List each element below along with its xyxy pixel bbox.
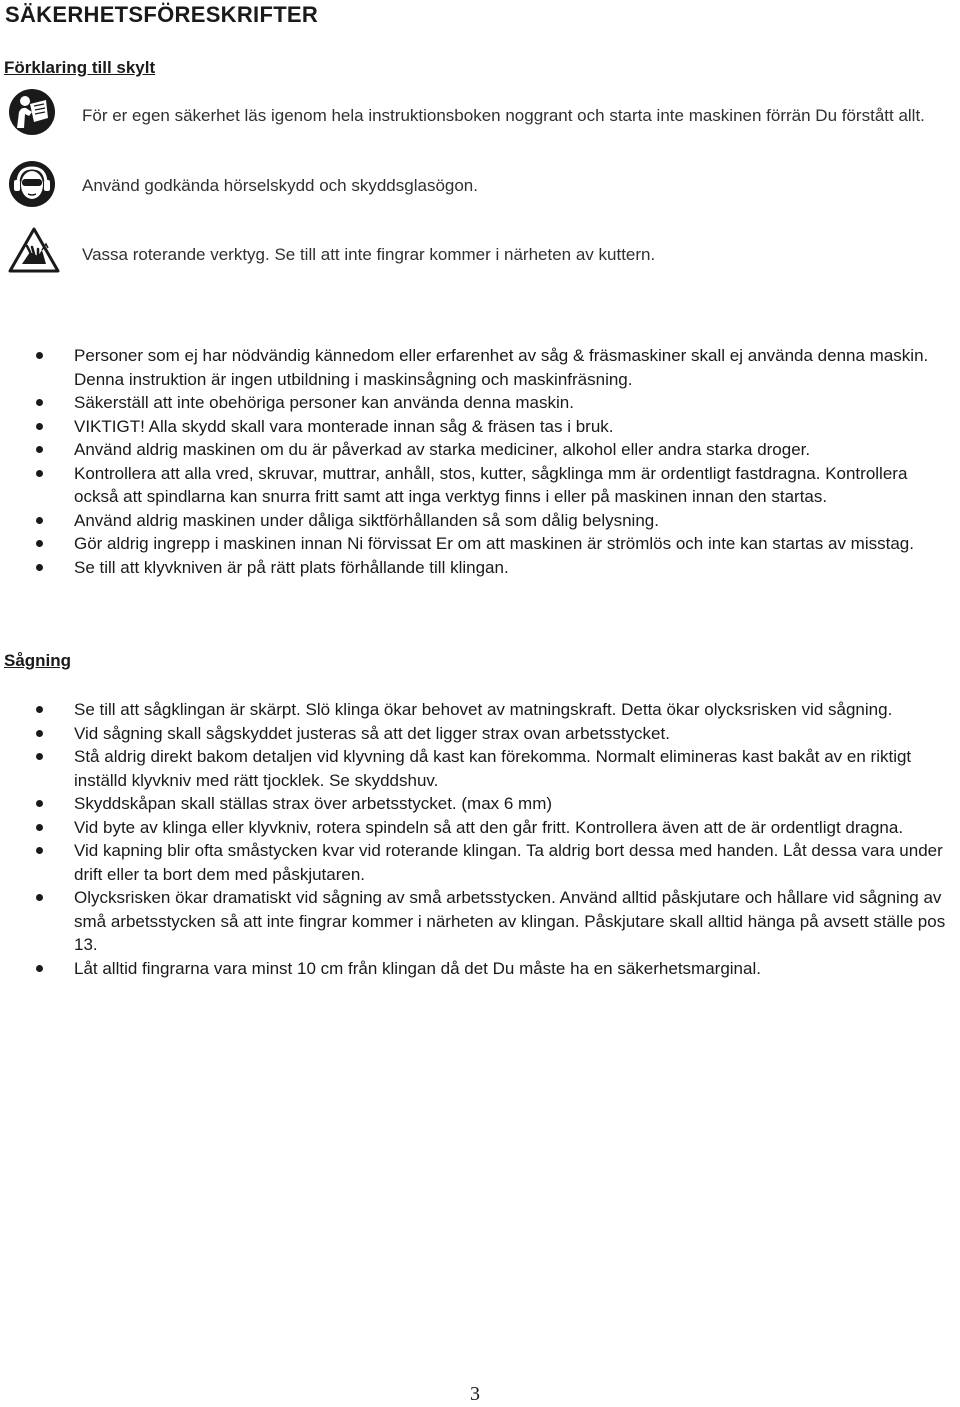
page-number: 3	[470, 1383, 480, 1405]
list-item: Vid byte av klinga eller klyvkniv, rotera spindeln så att den går fritt. Kontrollera även att de är ordentligt dragna.	[0, 816, 960, 840]
list-item: Gör aldrig ingrepp i maskinen innan Ni förvissat Er om att maskinen är strömlös och inte kan startas av misstag.	[0, 532, 960, 556]
list-item: Låt alltid fingrarna vara minst 10 cm från klingan då det Du måste ha en säkerhetsmarginal.	[0, 957, 960, 981]
sharp-rotating-tool-icon	[8, 226, 60, 274]
list-item: Skyddskåpan skall ställas strax över arbetsstycket. (max 6 mm)	[0, 792, 960, 816]
sawing-rules-list	[0, 698, 960, 980]
list-item: Använd aldrig maskinen under dåliga siktförhållanden så som dålig belysning.	[0, 509, 960, 533]
list-item: Vid sågning skall sågskyddet justeras så att det ligger strax ovan arbetsstycket.	[0, 722, 960, 746]
symbol-text-read-manual: För er egen säkerhet läs igenom hela instruktionsboken noggrant och starta inte maskinen förrän Du förstått allt.	[82, 106, 925, 125]
list-item: Se till att klyvkniven är på rätt plats förhållande till klingan.	[0, 556, 960, 580]
hearing-eye-protection-icon	[8, 160, 56, 208]
list-item: Säkerställ att inte obehöriga personer kan använda denna maskin.	[0, 391, 960, 415]
list-item: Personer som ej har nödvändig kännedom eller erfarenhet av såg & fräsmaskiner skall ej använda denna maskin. Denna instruktion är ingen utbildning i maskinsågning och maskinfräsning.	[0, 344, 960, 391]
symbol-text-protection: Använd godkända hörselskydd och skyddsglasögon.	[82, 176, 478, 195]
general-rules-list	[0, 344, 960, 579]
sawing-heading: Sågning	[4, 651, 72, 670]
list-item: Kontrollera att alla vred, skruvar, muttrar, anhåll, stos, kutter, sågklinga mm är ordentligt fastdragna. Kontrollera också att spindlarna kan snurra fritt samt att inga verktyg finns i eller på maskinen innan den startas.	[0, 462, 960, 509]
list-item: VIKTIGT! Alla skydd skall vara monterade innan såg & fräsen tas i bruk.	[0, 415, 960, 439]
list-item: Använd aldrig maskinen om du är påverkad av starka mediciner, alkohol eller andra starka droger.	[0, 438, 960, 462]
list-item: Olycksrisken ökar dramatiskt vid sågning av små arbetsstycken. Använd alltid påskjutare och hållare vid sågning av små arbetsstycken så att inte fingrar kommer i närheten av klingan. Påskjutare skall alltid hänga på avsett ställe pos 13.	[0, 886, 960, 957]
explanation-heading: Förklaring till skylt	[4, 58, 156, 77]
list-item: Se till att sågklingan är skärpt. Slö klinga ökar behovet av matningskraft. Detta ökar olycksrisken vid sågning.	[0, 698, 960, 722]
page-title: SÄKERHETSFÖRESKRIFTER	[5, 2, 319, 27]
list-item: Stå aldrig direkt bakom detaljen vid klyvning då kast kan förekomma. Normalt elimineras kast bakåt av en riktigt inställd klyvkniv med rätt tjocklek. Se skyddshuv.	[0, 745, 960, 792]
symbol-text-sharp-tools: Vassa roterande verktyg. Se till att inte fingrar kommer i närheten av kuttern.	[82, 245, 656, 264]
list-item: Vid kapning blir ofta småstycken kvar vid roterande klingan. Ta aldrig bort dessa med handen. Låt dessa vara under drift eller ta bort dem med påskjutaren.	[0, 839, 960, 886]
read-manual-icon	[8, 88, 56, 136]
